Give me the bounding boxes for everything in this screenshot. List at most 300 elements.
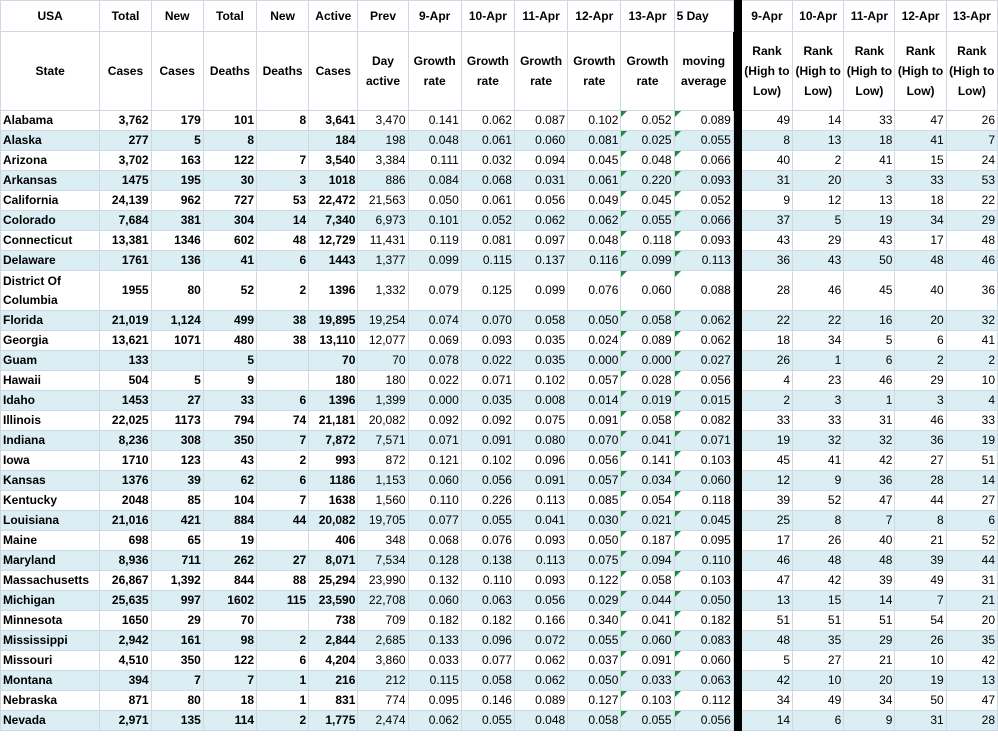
cell-prev-day-active: 7,534 <box>358 551 408 571</box>
cell-growth-rate: 0.049 <box>568 191 621 211</box>
cell-active-cases: 1186 <box>309 471 358 491</box>
cell-new-cases: 1,392 <box>151 571 203 591</box>
cell-growth-rate: 0.021 <box>621 511 674 531</box>
table-row <box>1 251 998 271</box>
cell-new-cases: 39 <box>151 471 203 491</box>
cell-moving-average: 0.027 <box>674 351 733 371</box>
cell-rank: 7 <box>844 511 895 531</box>
cell-rank: 52 <box>793 491 844 511</box>
cell-moving-average: 0.093 <box>674 231 733 251</box>
header-prev: Prev <box>358 1 408 32</box>
cell-total-cases: 1761 <box>100 251 151 271</box>
cell-growth-rate: 0.050 <box>568 671 621 691</box>
column-separator <box>733 551 741 571</box>
cell-rank: 16 <box>844 311 895 331</box>
cell-growth-rate: 0.034 <box>621 471 674 491</box>
cell-rank: 46 <box>741 551 792 571</box>
cell-growth-rate: 0.068 <box>461 171 514 191</box>
cell-growth-rate: 0.072 <box>514 631 567 651</box>
cell-growth-rate: 0.054 <box>621 491 674 511</box>
cell-rank: 33 <box>844 111 895 131</box>
cell-growth-rate: 0.115 <box>461 251 514 271</box>
cell-growth-rate: 0.127 <box>568 691 621 711</box>
cell-rank: 32 <box>844 431 895 451</box>
cell-total-cases: 277 <box>100 131 151 151</box>
cell-active-cases: 831 <box>309 691 358 711</box>
cell-rank: 48 <box>793 551 844 571</box>
cell-new-cases: 80 <box>151 691 203 711</box>
cell-prev-day-active: 1,332 <box>358 271 408 311</box>
cell-growth-rate: 0.115 <box>408 671 461 691</box>
cell-growth-rate: 0.028 <box>621 371 674 391</box>
cell-state: Louisiana <box>1 511 100 531</box>
cell-growth-rate: 0.024 <box>568 331 621 351</box>
cell-growth-rate: 0.000 <box>621 351 674 371</box>
cell-growth-rate: 0.099 <box>408 251 461 271</box>
cell-total-cases: 7,684 <box>100 211 151 231</box>
cell-new-deaths: 2 <box>257 711 309 731</box>
cell-state: Maine <box>1 531 100 551</box>
cell-growth-rate: 0.137 <box>514 251 567 271</box>
cell-growth-rate: 0.080 <box>514 431 567 451</box>
cell-total-deaths: 1602 <box>203 591 256 611</box>
cell-growth-rate: 0.048 <box>514 711 567 731</box>
cell-rank: 2 <box>741 391 792 411</box>
cell-growth-rate: 0.008 <box>514 391 567 411</box>
cell-growth-rate: 0.060 <box>621 631 674 651</box>
cell-prev-day-active: 70 <box>358 351 408 371</box>
cell-prev-day-active: 1,377 <box>358 251 408 271</box>
cell-new-cases: 421 <box>151 511 203 531</box>
cell-growth-rate: 0.060 <box>408 471 461 491</box>
cell-rank: 9 <box>793 471 844 491</box>
cell-new-deaths: 2 <box>257 271 309 311</box>
cell-rank: 6 <box>844 351 895 371</box>
cell-rank: 8 <box>793 511 844 531</box>
table-row <box>1 211 998 231</box>
cell-moving-average: 0.055 <box>674 131 733 151</box>
cell-rank: 6 <box>895 331 946 351</box>
table-row <box>1 631 998 651</box>
cell-rank: 51 <box>946 451 997 471</box>
column-separator <box>733 251 741 271</box>
header-growth-rate: Growth rate <box>461 32 514 111</box>
column-separator <box>733 391 741 411</box>
cell-rank: 12 <box>793 191 844 211</box>
cell-new-cases: 179 <box>151 111 203 131</box>
cell-rank: 9 <box>844 711 895 731</box>
cell-new-cases: 65 <box>151 531 203 551</box>
cell-rank: 26 <box>895 631 946 651</box>
cell-moving-average: 0.045 <box>674 511 733 531</box>
cell-total-deaths: 33 <box>203 391 256 411</box>
cell-growth-rate: 0.087 <box>514 111 567 131</box>
cell-growth-rate: 0.092 <box>408 411 461 431</box>
column-separator <box>733 351 741 371</box>
cell-rank: 42 <box>844 451 895 471</box>
cell-rank: 6 <box>793 711 844 731</box>
cell-rank: 45 <box>741 451 792 471</box>
cell-new-deaths: 74 <box>257 411 309 431</box>
cell-rank: 50 <box>895 691 946 711</box>
cell-total-deaths: 18 <box>203 691 256 711</box>
header-rank: Rank (High to Low) <box>793 32 844 111</box>
cell-growth-rate: 0.045 <box>621 191 674 211</box>
cell-growth-rate: 0.125 <box>461 271 514 311</box>
cell-growth-rate: 0.029 <box>568 591 621 611</box>
cell-total-deaths: 844 <box>203 571 256 591</box>
cell-rank: 34 <box>793 331 844 351</box>
cell-new-deaths: 7 <box>257 151 309 171</box>
cell-prev-day-active: 19,705 <box>358 511 408 531</box>
cell-rank: 49 <box>793 691 844 711</box>
cell-total-deaths: 794 <box>203 411 256 431</box>
cell-growth-rate: 0.093 <box>514 531 567 551</box>
cell-moving-average: 0.056 <box>674 371 733 391</box>
cell-growth-rate: 0.061 <box>461 131 514 151</box>
cell-rank: 5 <box>741 651 792 671</box>
table-row <box>1 571 998 591</box>
table-row <box>1 551 998 571</box>
cell-rank: 39 <box>895 551 946 571</box>
cell-total-cases: 8,236 <box>100 431 151 451</box>
cell-total-deaths: 43 <box>203 451 256 471</box>
cell-growth-rate: 0.022 <box>408 371 461 391</box>
cell-growth-rate: 0.056 <box>568 451 621 471</box>
cell-growth-rate: 0.055 <box>461 511 514 531</box>
cell-growth-rate: 0.101 <box>408 211 461 231</box>
cell-total-deaths: 30 <box>203 171 256 191</box>
cell-active-cases: 8,071 <box>309 551 358 571</box>
cell-growth-rate: 0.058 <box>514 311 567 331</box>
header-rank-date: 9-Apr <box>741 1 792 32</box>
cell-rank: 2 <box>793 151 844 171</box>
cell-active-cases: 21,181 <box>309 411 358 431</box>
cell-prev-day-active: 198 <box>358 131 408 151</box>
header-5-day: 5 Day <box>674 1 733 32</box>
cell-rank: 42 <box>741 671 792 691</box>
header-cases: Cases <box>309 32 358 111</box>
cell-total-deaths: 262 <box>203 551 256 571</box>
cell-active-cases: 70 <box>309 351 358 371</box>
cell-moving-average: 0.110 <box>674 551 733 571</box>
cell-rank: 40 <box>844 531 895 551</box>
cell-growth-rate: 0.091 <box>461 431 514 451</box>
cell-moving-average: 0.060 <box>674 471 733 491</box>
cell-rank: 8 <box>741 131 792 151</box>
cell-growth-rate: 0.030 <box>568 511 621 531</box>
cell-moving-average: 0.089 <box>674 111 733 131</box>
cell-rank: 17 <box>741 531 792 551</box>
cell-rank: 49 <box>741 111 792 131</box>
cell-state: California <box>1 191 100 211</box>
cell-total-deaths: 70 <box>203 611 256 631</box>
cell-growth-rate: 0.062 <box>514 211 567 231</box>
cell-active-cases: 1443 <box>309 251 358 271</box>
cell-growth-rate: 0.084 <box>408 171 461 191</box>
cell-active-cases: 20,082 <box>309 511 358 531</box>
cell-growth-rate: 0.058 <box>461 671 514 691</box>
header-usa: USA <box>1 1 100 32</box>
cell-new-cases: 161 <box>151 631 203 651</box>
cell-growth-rate: 0.097 <box>514 231 567 251</box>
column-separator <box>733 531 741 551</box>
table-row <box>1 351 998 371</box>
cell-rank: 36 <box>895 431 946 451</box>
header-growth-rate: Growth rate <box>568 32 621 111</box>
table-row <box>1 651 998 671</box>
column-separator <box>733 231 741 251</box>
cell-growth-rate: 0.102 <box>568 111 621 131</box>
cell-rank: 40 <box>895 271 946 311</box>
header-rank: Rank (High to Low) <box>895 32 946 111</box>
cell-rank: 2 <box>946 351 997 371</box>
cell-moving-average: 0.182 <box>674 611 733 631</box>
cell-growth-rate: 0.096 <box>461 631 514 651</box>
cell-growth-rate: 0.055 <box>621 711 674 731</box>
cell-growth-rate: 0.048 <box>621 151 674 171</box>
cell-total-deaths: 884 <box>203 511 256 531</box>
cell-prev-day-active: 180 <box>358 371 408 391</box>
cell-growth-rate: 0.058 <box>568 711 621 731</box>
cell-rank: 33 <box>946 411 997 431</box>
cell-active-cases: 2,844 <box>309 631 358 651</box>
cell-new-deaths: 115 <box>257 591 309 611</box>
cell-growth-rate: 0.103 <box>621 691 674 711</box>
cell-active-cases: 25,294 <box>309 571 358 591</box>
header-rank-date: 10-Apr <box>793 1 844 32</box>
cell-prev-day-active: 6,973 <box>358 211 408 231</box>
cell-new-deaths: 1 <box>257 691 309 711</box>
cell-rank: 48 <box>741 631 792 651</box>
cell-new-deaths: 6 <box>257 471 309 491</box>
cell-rank: 12 <box>741 471 792 491</box>
cell-prev-day-active: 886 <box>358 171 408 191</box>
cell-total-cases: 13,621 <box>100 331 151 351</box>
cell-moving-average: 0.066 <box>674 151 733 171</box>
cell-growth-rate: 0.091 <box>568 411 621 431</box>
cell-growth-rate: 0.055 <box>621 211 674 231</box>
cell-new-deaths: 38 <box>257 311 309 331</box>
cell-rank: 28 <box>741 271 792 311</box>
cell-rank: 33 <box>793 411 844 431</box>
cell-new-cases: 136 <box>151 251 203 271</box>
cell-total-deaths: 350 <box>203 431 256 451</box>
cell-rank: 48 <box>844 551 895 571</box>
table-row <box>1 171 998 191</box>
cell-rank: 27 <box>895 451 946 471</box>
cell-rank: 10 <box>793 671 844 691</box>
table-row <box>1 411 998 431</box>
table-row <box>1 531 998 551</box>
header-active: Active <box>309 1 358 32</box>
cell-new-cases: 163 <box>151 151 203 171</box>
cell-total-cases: 698 <box>100 531 151 551</box>
cell-rank: 46 <box>895 411 946 431</box>
cell-prev-day-active: 23,990 <box>358 571 408 591</box>
cell-growth-rate: 0.035 <box>514 351 567 371</box>
cell-new-cases: 5 <box>151 131 203 151</box>
cell-growth-rate: 0.092 <box>461 411 514 431</box>
cell-growth-rate: 0.052 <box>461 211 514 231</box>
cell-rank: 29 <box>844 631 895 651</box>
header-rank-date: 12-Apr <box>895 1 946 32</box>
cell-moving-average: 0.056 <box>674 711 733 731</box>
cell-rank: 18 <box>895 191 946 211</box>
cell-rank: 48 <box>946 231 997 251</box>
cell-total-cases: 21,016 <box>100 511 151 531</box>
cell-active-cases: 993 <box>309 451 358 471</box>
cell-rank: 1 <box>844 391 895 411</box>
cell-active-cases: 4,204 <box>309 651 358 671</box>
cell-rank: 18 <box>844 131 895 151</box>
cell-new-deaths: 6 <box>257 651 309 671</box>
cell-state: Delaware <box>1 251 100 271</box>
column-separator <box>733 411 741 431</box>
cell-new-cases: 29 <box>151 611 203 631</box>
cell-state: Kansas <box>1 471 100 491</box>
cell-growth-rate: 0.093 <box>514 571 567 591</box>
column-separator <box>733 111 741 131</box>
column-separator <box>733 591 741 611</box>
table-row <box>1 491 998 511</box>
cell-total-cases: 13,381 <box>100 231 151 251</box>
cell-new-deaths: 44 <box>257 511 309 531</box>
cell-new-cases: 7 <box>151 671 203 691</box>
cell-prev-day-active: 3,384 <box>358 151 408 171</box>
table-row <box>1 511 998 531</box>
cell-active-cases: 1396 <box>309 391 358 411</box>
cell-total-deaths: 101 <box>203 111 256 131</box>
cell-rank: 20 <box>946 611 997 631</box>
cell-state: Alaska <box>1 131 100 151</box>
cell-rank: 28 <box>895 471 946 491</box>
header-rank: Rank (High to Low) <box>844 32 895 111</box>
cell-growth-rate: 0.056 <box>514 191 567 211</box>
cell-growth-rate: 0.041 <box>621 611 674 631</box>
cell-rank: 28 <box>946 711 997 731</box>
cell-prev-day-active: 212 <box>358 671 408 691</box>
cell-rank: 41 <box>793 451 844 471</box>
cell-growth-rate: 0.022 <box>461 351 514 371</box>
cell-rank: 19 <box>946 431 997 451</box>
cell-new-deaths: 1 <box>257 671 309 691</box>
cell-rank: 14 <box>946 471 997 491</box>
cell-rank: 3 <box>793 391 844 411</box>
column-separator <box>733 431 741 451</box>
cell-growth-rate: 0.060 <box>514 131 567 151</box>
header-new-deaths: New <box>257 1 309 32</box>
cell-rank: 46 <box>844 371 895 391</box>
cell-rank: 29 <box>793 231 844 251</box>
cell-total-cases: 2,942 <box>100 631 151 651</box>
cell-total-cases: 2,971 <box>100 711 151 731</box>
cell-new-cases: 308 <box>151 431 203 451</box>
cell-growth-rate: 0.071 <box>408 431 461 451</box>
cell-growth-rate: 0.110 <box>408 491 461 511</box>
cell-rank: 3 <box>895 391 946 411</box>
column-separator <box>733 511 741 531</box>
cell-new-cases: 80 <box>151 271 203 311</box>
cell-moving-average: 0.095 <box>674 531 733 551</box>
cell-growth-rate: 0.116 <box>568 251 621 271</box>
cell-rank: 42 <box>946 651 997 671</box>
cell-rank: 23 <box>793 371 844 391</box>
table-row <box>1 431 998 451</box>
cell-rank: 20 <box>844 671 895 691</box>
cell-growth-rate: 0.146 <box>461 691 514 711</box>
cell-growth-rate: 0.050 <box>408 191 461 211</box>
cell-rank: 26 <box>946 111 997 131</box>
column-separator <box>733 651 741 671</box>
cell-active-cases: 19,895 <box>309 311 358 331</box>
cell-rank: 47 <box>844 491 895 511</box>
cell-total-cases: 21,019 <box>100 311 151 331</box>
table-row <box>1 371 998 391</box>
cell-total-cases: 2048 <box>100 491 151 511</box>
cell-growth-rate: 0.093 <box>461 331 514 351</box>
cell-growth-rate: 0.056 <box>461 471 514 491</box>
table-row <box>1 391 998 411</box>
cell-rank: 51 <box>741 611 792 631</box>
cell-rank: 46 <box>793 271 844 311</box>
cell-growth-rate: 0.019 <box>621 391 674 411</box>
column-separator <box>733 571 741 591</box>
cell-state: Guam <box>1 351 100 371</box>
cell-growth-rate: 0.057 <box>568 471 621 491</box>
cell-rank: 8 <box>895 511 946 531</box>
cell-active-cases: 184 <box>309 131 358 151</box>
cell-prev-day-active: 3,470 <box>358 111 408 131</box>
cell-prev-day-active: 774 <box>358 691 408 711</box>
cell-rank: 44 <box>946 551 997 571</box>
cell-growth-rate: 0.076 <box>461 531 514 551</box>
cell-rank: 43 <box>793 251 844 271</box>
cell-prev-day-active: 21,563 <box>358 191 408 211</box>
cell-rank: 31 <box>844 411 895 431</box>
cell-new-cases: 1173 <box>151 411 203 431</box>
cell-total-deaths: 499 <box>203 311 256 331</box>
cell-prev-day-active: 12,077 <box>358 331 408 351</box>
cell-growth-rate: 0.226 <box>461 491 514 511</box>
column-separator <box>733 331 741 351</box>
cell-growth-rate: 0.096 <box>514 451 567 471</box>
cell-growth-rate: 0.062 <box>514 651 567 671</box>
header-rank: Rank (High to Low) <box>946 32 997 111</box>
cell-prev-day-active: 1,153 <box>358 471 408 491</box>
cell-rank: 35 <box>946 631 997 651</box>
cell-prev-day-active: 20,082 <box>358 411 408 431</box>
cell-rank: 26 <box>741 351 792 371</box>
cell-rank: 40 <box>741 151 792 171</box>
cell-prev-day-active: 3,860 <box>358 651 408 671</box>
cell-growth-rate: 0.048 <box>568 231 621 251</box>
cell-total-deaths: 122 <box>203 151 256 171</box>
cell-moving-average: 0.062 <box>674 331 733 351</box>
cell-rank: 47 <box>895 111 946 131</box>
cell-growth-rate: 0.081 <box>461 231 514 251</box>
cell-rank: 51 <box>844 611 895 631</box>
cell-rank: 32 <box>946 311 997 331</box>
header-state: State <box>1 32 100 111</box>
cell-rank: 24 <box>946 151 997 171</box>
cell-state: Nevada <box>1 711 100 731</box>
cell-moving-average: 0.112 <box>674 691 733 711</box>
cell-moving-average: 0.062 <box>674 311 733 331</box>
cell-new-deaths <box>257 611 309 631</box>
cell-growth-rate: 0.063 <box>461 591 514 611</box>
header-growth-date: 10-Apr <box>461 1 514 32</box>
